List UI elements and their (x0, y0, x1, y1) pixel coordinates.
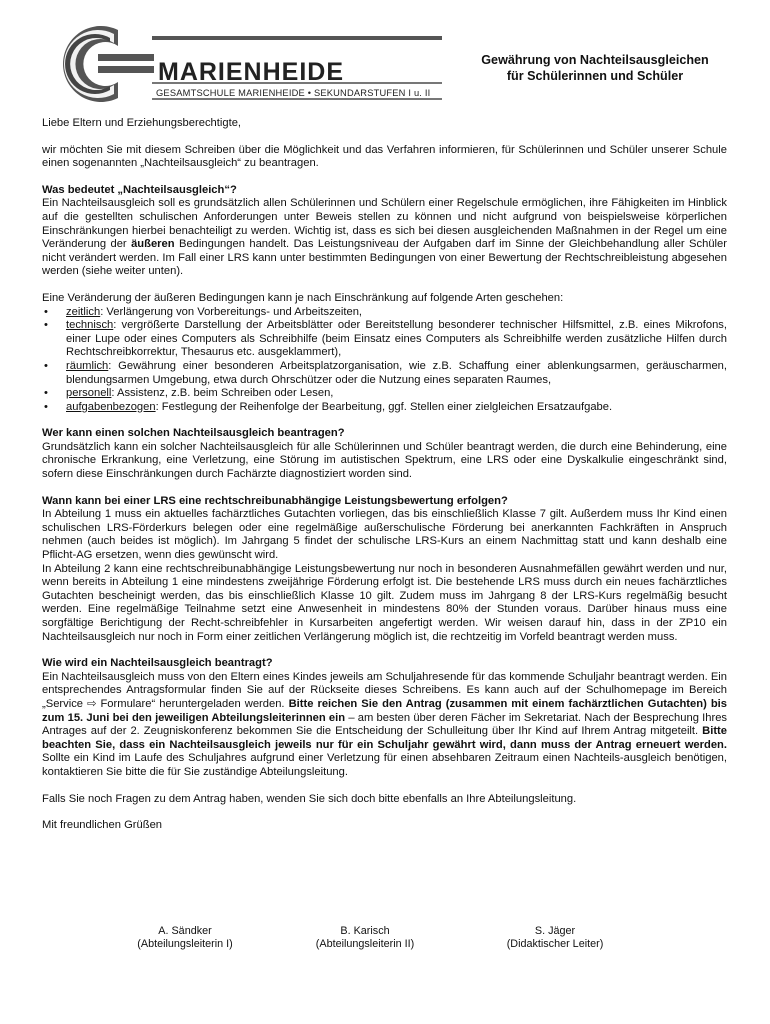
how-text-2: – am besten über deren Fächer im Sekretariat. Nach der Besprechung Ihres Antrages auf der 2. Zeugniskonferenz bekommen Sie die Entscheidung der Schulleitung über Ihr Kind auf Ihrem Antrag mitgeteilt. (42, 711, 728, 738)
signature-name: A. Sändker (158, 925, 212, 937)
document-title (450, 52, 740, 84)
list-item (66, 319, 727, 360)
list-item-text: : Assistenz, z.B. beim Schreiben oder Lesen, (111, 387, 334, 400)
list-item-term: aufgabenbezogen (66, 400, 156, 413)
list-item-term: räumlich (66, 359, 109, 372)
letter-body (42, 117, 727, 833)
section-heading-how: Wie wird ein Nachteilsausgleich beantragt? (42, 657, 273, 670)
section-text-lrs-1: In Abteilung 1 muss ein aktuelles fachärztliches Gutachten vorliegen, das bis einschließlich Klasse 7 gilt. Außerdem muss Ihr Kind einen schulischen LRS-Förderkurs belegen oder eine regelmäßige außerschulische Förderung bei anerkannten Fachkräften in Anspruch nehmen (auch beides ist möglich). Im Jahrgang 5 findet der schulische LRS-Kurs an einem Nachmittag statt und kann deshalb eine Pflicht-AG ersetzen, wenn dies gewünscht wird. (42, 508, 727, 562)
list-item-text: : Gewährung einer besonderen Arbeitsplatzorganisation, wie z.B. Schaffung einer ablenkungsarmen, geräuscharmen, blendungsarmen Umgebung, etwa durch Ohrschützer oder die Nutzung eines separaten Raumes, (66, 359, 727, 386)
section-text-who: Grundsätzlich kann ein solcher Nachteilsausgleich für alle Schülerinnen und Schüler beantragt werden, die durch eine Behinderung, eine chronische Erkrankung, eine Verletzung, eine Störung im autistischen Spektrum, eine LRS oder eine Dyskalkulie eingeschränkt sind, sofern diese Einschränkungen durch Fachärzte diagnostiziert worden sind. (42, 440, 727, 481)
closing-question: Falls Sie noch Fragen zu dem Antrag haben, wenden Sie sich doch bitte ebenfalls an Ihre Abteilungsleitung. (42, 792, 577, 805)
signature-2 (280, 925, 450, 951)
list-item-term: zeitlich (66, 305, 101, 318)
signature-1 (100, 925, 270, 951)
signature-name: B. Karisch (340, 925, 390, 937)
school-logo (40, 24, 460, 104)
list-item-term: technisch (66, 319, 114, 332)
list-item (66, 387, 727, 401)
meaning-text-b: Bedingungen handelt. Das Leistungsniveau der Aufgaben darf im Sinne der Gleichbehandlung aller Schüler nicht verändert werden. Im Fall einer LRS kann unter bestimmten Bedingungen von einer Bewertung der Rechtschreibleistung abgesehen werden (siehe weiter unten). (42, 238, 727, 278)
section-heading-lrs: Wann kann bei einer LRS eine rechtschreibunabhängige Leistungsbewertung erfolgen? (42, 494, 508, 507)
list-item (66, 306, 727, 320)
greeting: Liebe Eltern und Erziehungsberechtigte, (42, 117, 242, 129)
document-title-line1: Gewährung von Nachteilsausgleichen (481, 53, 709, 67)
meaning-text-a: Ein Nachteilsausgleich soll es grundsätzlich allen Schülerinnen und Schülern einer Regelschule ermöglichen, ihre Fähigkeiten im Hinblick auf die gestellten schulischen Anforderungen unter Beweis stellen zu können und nicht aufgrund von beispielsweise körperlichen Einschränkungen hierbei benachteiligt zu werden. Wichtig ist, dass es sich bei diesen ausgleichenden Maßnahmen in der Regel um eine Veränderung der (42, 197, 727, 251)
list-item-text: : vergrößerte Darstellung der Arbeitsblätter oder Bereitstellung besonderer technischer Hilfsmittel, z.B. eines Mikrofons, einer Lupe oder eines Computers als Schreibhilfe (beim Einsatz eines Computers als Schreibhilfe werden zusätzliche Hilfen durch Rechtschreibkorrektur, Thesaurus etc. ausgeklammert), (66, 319, 727, 359)
intro-paragraph: wir möchten Sie mit diesem Schreiben über die Möglichkeit und das Verfahren informieren, für Schülerinnen und Schüler unserer Schule einen sogenannten „Nachteilsausgleich“ zu beantragen. (42, 143, 727, 170)
list-item-text: : Festlegung der Reihenfolge der Bearbeitung, ggf. Stellen einer zielgleichen Ersatzaufgabe. (155, 400, 613, 413)
section-heading-who: Wer kann einen solchen Nachteilsausgleich beantragen? (42, 427, 345, 440)
document-title-line2: für Schülerinnen und Schüler (506, 69, 684, 83)
how-text-bold-1: Bitte reichen Sie den Antrag (zusammen mit einem fachärztlichen Gutachten) bis zum 15. Juni bei den jeweiligen Abteilungsleiterinnen ein (42, 697, 727, 724)
closing-salutation: Mit freundlichen Grüßen (42, 819, 163, 832)
section-text-meaning (42, 197, 727, 279)
logo-wordmark: MARIENHEIDE (158, 58, 345, 86)
list-item (66, 360, 727, 387)
how-text-bold-2: Bitte beachten Sie, dass ein Nachteilsausgleich jeweils nur für ein Schuljahr gewährt wird, dann muss der Antrag erneuert werden. (42, 725, 727, 751)
list-item-text: : Verlängerung von Vorbereitungs- und Arbeitszeiten, (100, 305, 363, 318)
section-text-lrs-2: In Abteilung 2 kann eine rechtschreibunabhängige Leistungsbewertung nur noch in besonderen Ausnahmefällen gewährt werden und nur, wenn bereits in Abteilung 1 eine mindestens zweijährige Förderung erfolgt ist. Die bestehende LRS muss durch ein neues fachärztliches Gutachten bescheinigt werden, das bis einschließlich Klasse 10 gilt. Zudem muss im Jahrgang 8 der LRS-Kurs regelmäßig besucht werden. Eine regelmäßige Teilnahme setzt eine Anwesenheit in mindestens 80% der Stunden voraus. Darüber hinaus muss eine sorgfältige Berichtigung der Recht-schreibfehler in Kursarbeiten angefertigt werden. Wir weisen darauf hin, dass in der ZP10 ein Nachteilsausgleich nur noch in Form einer zeitlichen Verlängerung möglich ist, die rechtzeitig im Vorfeld beantragt werden muss. (42, 562, 727, 643)
meaning-text-bold: äußeren (131, 238, 175, 251)
signature-role: (Abteilungsleiterin II) (315, 938, 415, 950)
signature-role: (Didaktischer Leiter) (506, 938, 604, 950)
list-item (66, 401, 727, 415)
logo-subtitle: GESAMTSCHULE MARIENHEIDE • SEKUNDARSTUFEN I u. II (156, 88, 431, 98)
conditions-list (42, 306, 727, 415)
how-text-3: Sollte ein Kind im Laufe des Schuljahres aufgrund einer Verletzung für einen absehbaren Zeitraum einen Nachteils-ausgleich benötigen, kontaktieren Sie bitte die für Sie zuständige Abteilungsleitung. (42, 752, 727, 778)
how-text-1: Ein Nachteilsausgleich muss von den Eltern eines Kindes jeweils am Schuljahresende für das kommende Schuljahr beantragt werden. Ein entsprechendes Antragsformular finden Sie auf der Rückseite dieses Schreibens. Es kann auch auf der Schulhomepage im Bereich „Service ⇨ Formulare“ heruntergeladen werden. (42, 670, 727, 710)
conditions-intro: Eine Veränderung der äußeren Bedingungen kann je nach Einschränkung auf folgende Arten geschehen: (42, 291, 564, 304)
section-heading-meaning: Was bedeutet „Nachteilsausgleich“? (42, 183, 237, 196)
section-text-how (42, 671, 727, 780)
list-item-term: personell (66, 387, 112, 400)
signature-role: (Abteilungsleiterin I) (137, 938, 233, 950)
signature-3 (470, 925, 640, 951)
signature-name: S. Jäger (534, 925, 576, 937)
